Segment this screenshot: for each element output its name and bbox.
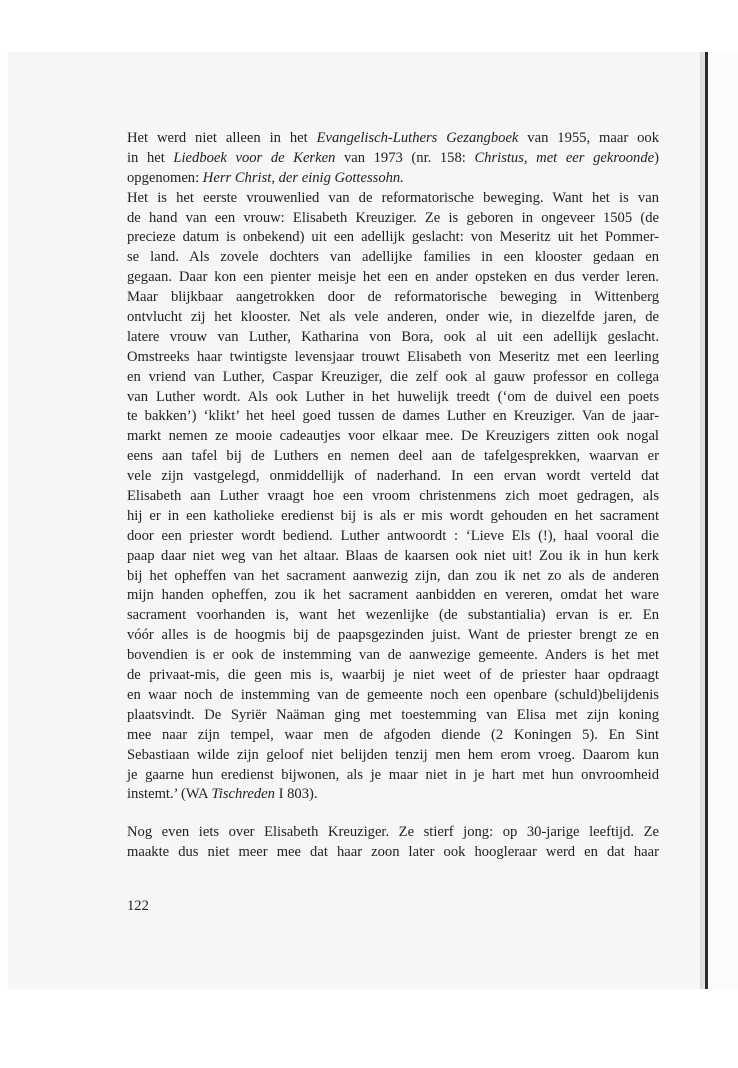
text-line [127,149,659,169]
text-run: eens aan tafel bij de Luthers en nemen deel aan de tafelgesprekken, waarvan er [127,448,659,465]
text-line [127,706,659,726]
text-line [127,823,659,843]
text-run: de hand van een vrouw: Elisabeth Kreuziger. Ze is geboren in ongeveer 1505 (de [127,209,659,226]
text-line [127,686,659,706]
text-run: paap daar niet weg van het altaar. Blaas de kaarsen ook niet uit! Zou ik in hun kerk [127,547,659,564]
text-line [127,288,659,308]
text-run: I 803). [274,786,318,803]
text-run: precieze datum is onbekend) uit een adellijk geslacht: von Meseritz uit het Pommer- [127,229,659,246]
text-run: in het [127,149,174,166]
italic-title: Liedboek voor de Kerken [173,149,336,166]
text-line [127,785,659,805]
text-line [127,368,659,388]
text-run: je gaarne hun eredienst bijwonen, als je maar niet in je hart met hun onvroomheid [127,766,659,783]
text-run: van 1955, maar ook [518,130,659,146]
text-line [127,746,659,766]
text-line [127,348,659,368]
italic-title: Christus, met eer gekroonde [474,149,655,166]
text-line [127,487,659,507]
text-run: se land. Als zovele dochters van adellijke families in een klooster gedaan en [127,249,659,266]
text-run: Sebastiaan wilde zijn geloof niet belijden tenzij men hem erom vroeg. Daarom kun [127,746,659,763]
text-run: gegaan. Daar kon een pienter meisje het een en ander opsteken en dus verder leren. [127,269,659,286]
text-run: ) [654,149,659,166]
text-line [127,189,659,209]
text-run: Elisabeth aan Luther vraagt hoe een vroom christenmens zich moet gedragen, als [127,488,659,505]
text-run: vóór alles is de hoogmis bij de paapsgezinden juist. Want de priester brengt ze en [127,627,659,644]
text-line [127,228,659,248]
text-run: en vriend van Luther, Caspar Kreuziger, die zelf ook al gauw professor en collega [127,368,659,385]
text-run: Omstreeks haar twintigste levensjaar trouwt Elisabeth von Meseritz met een leerling [127,348,659,365]
text-line [127,248,659,268]
text-run: instemt.’ (WA [127,786,212,803]
text-line [127,646,659,666]
text-line [127,467,659,487]
text-run: Het is het eerste vrouwenlied van de reformatorische beweging. Want het is van [127,189,659,206]
text-run: opgenomen: [127,169,203,186]
italic-title: Evangelisch-Luthers Gezangboek [316,130,519,146]
text-line [127,129,659,149]
text-line [127,209,659,229]
text-run: mee naar zijn tempel, waar men de afgoden diende (2 Koningen 5). En Sint [127,726,659,743]
background-right [708,52,738,989]
text-line [127,427,659,447]
text-run: plaatsvindt. De Syriër Naäman ging met toestemming van Elisa met zijn koning [127,706,659,723]
text-run: maakte dus niet meer mee dat haar zoon later ook hoogleraar werd en dat haar [127,844,659,861]
text-run: bij het opheffen van het sacrament aanwezig zijn, dan zou ik net zo als de anderen [127,567,659,584]
text-line [127,726,659,746]
text-run: mijn handen opheffen, zou ik het sacrament aanbidden en vereren, omdat het ware [127,587,659,604]
text-line [127,328,659,348]
italic-title: Tischreden [211,786,275,803]
italic-title: Herr Christ, der einig Gottessohn. [202,169,404,186]
text-line [127,606,659,626]
text-run: latere vrouw van Luther, Katharina von Bora, ook al uit een adellijk geslacht. [127,328,659,345]
text-line [127,388,659,408]
text-line [127,843,659,863]
text-line [127,666,659,686]
text-run: markt nemen ze mooie cadeautjes voor elkaar mee. De Kreuzigers zitten ook nogal [127,428,659,445]
text-run: hij er in een katholieke eredienst bij is als er mis wordt gehouden en het sacrament [127,507,659,524]
text-run: Het werd niet alleen in het [127,130,317,146]
text-run: vele zijn vastgelegd, onmiddellijk of naderhand. In een ervan wordt verteld dat [127,468,659,485]
text-run: en waar noch de instemming van de gemeente noch een openbare (schuld)belijdenis [127,686,659,703]
text-line [127,447,659,467]
text-line [127,567,659,587]
text-line [127,626,659,646]
text-run: van Luther wordt. Als ook Luther in het huwelijk treedt (‘om de duivel een poets [127,388,659,405]
paragraph-2 [127,823,659,863]
text-run: ontvlucht zij het klooster. Net als vele anderen, onder wie, in diezelfde jaren, de [127,309,659,326]
text-run: sacrament voorhanden is, want het wezenlijke (de substantialia) ervan is er. En [127,607,659,624]
text-line [127,766,659,786]
paragraph-gap [127,805,659,823]
text-run: Nog even iets over Elisabeth Kreuziger. Ze stierf jong: op 30-jarige leeftijd. Ze [127,824,659,841]
text-line [127,308,659,328]
page-number: 122 [127,898,149,914]
text-run: door een priester wordt bediend. Luther antwoordt : ‘Lieve Els (!), haal vooral die [127,527,659,544]
text-run: van 1973 (nr. 158: [335,149,475,166]
text-run: te bakken’) ‘klikt’ het heel goed tussen de dames Luther en Kreuziger. Van de jaar- [127,408,659,425]
text-line [127,527,659,547]
text-line [127,507,659,527]
text-run: bovendien is er ook de instemming van de aanwezige gemeente. Anders is het met [127,647,659,664]
text-line [127,547,659,567]
text-run: de privaat-mis, die geen mis is, waarbij je niet weet of de priester haar opdraagt [127,667,659,684]
text-line [127,407,659,427]
text-line [127,586,659,606]
text-line [127,169,659,189]
body-text [127,129,659,863]
text-line [127,268,659,288]
paragraph-1 [127,129,659,805]
text-run: Maar blijkbaar aangetrokken door de reformatorische beweging in Wittenberg [127,289,659,306]
